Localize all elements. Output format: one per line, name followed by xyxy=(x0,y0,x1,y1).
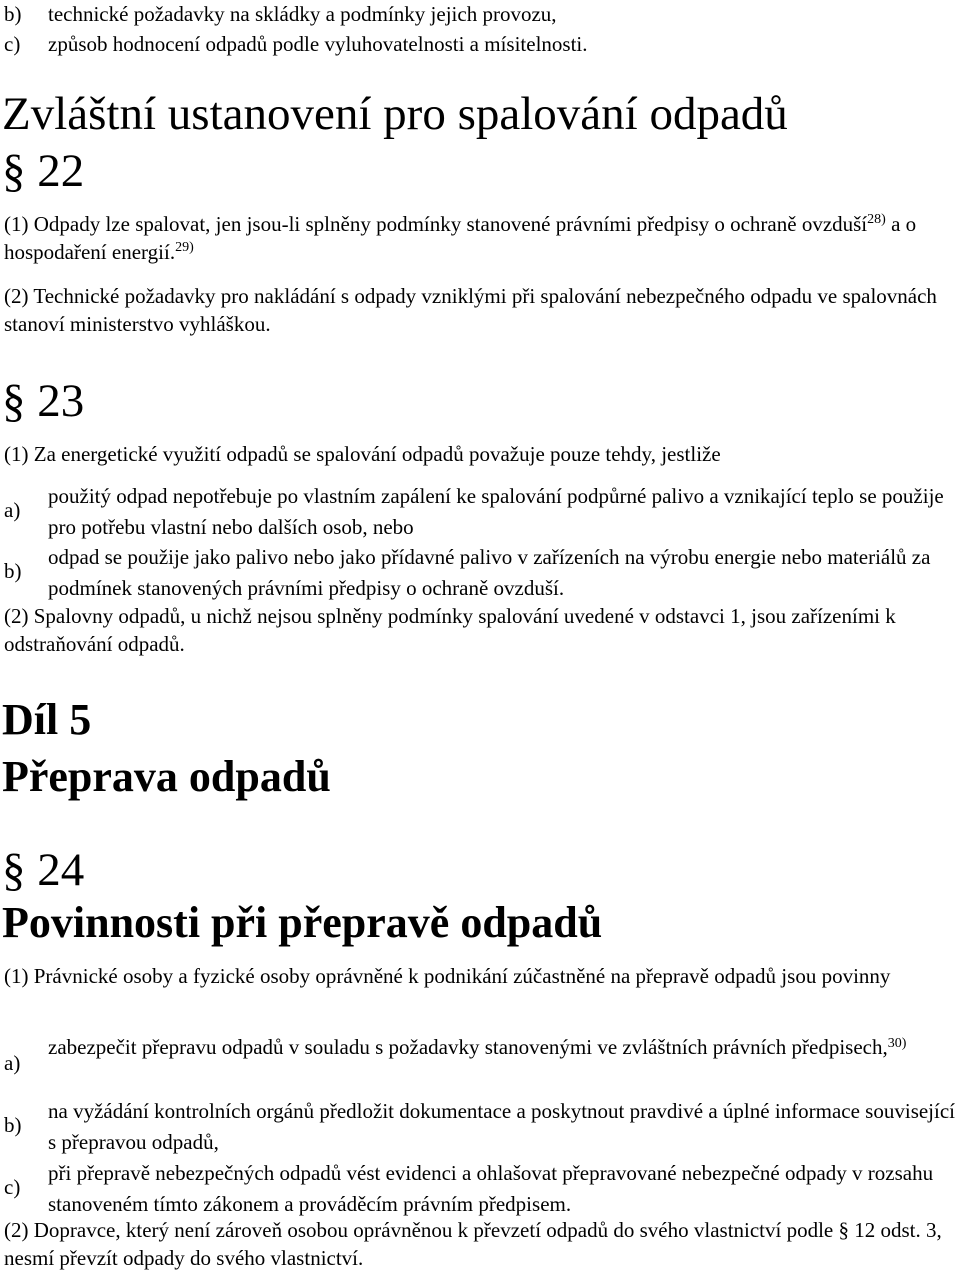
list-item-label: b) xyxy=(4,1113,22,1137)
list-item xyxy=(4,1096,958,1158)
list-item xyxy=(4,0,958,28)
list-item-label: a) xyxy=(4,1051,21,1075)
paragraph-text: (2) Spalovny odpadů, u nichž nejsou splněny podmínky spalování uvedené v odstavci 1, jsou zařízeními k odstraňování odpadů. xyxy=(4,604,896,656)
list-item-text: technické požadavky na skládky a podmínky jejich provozu, xyxy=(48,2,557,26)
paragraph-text: (2) Dopravce, který není zároveň osobou oprávněnou k převzetí odpadů do svého vlastnictví podle § 12 odst. 3, nesmí převzít odpady do svého vlastnictví. xyxy=(4,1218,942,1270)
paragraph-title: § 22 xyxy=(2,145,85,197)
paragraph-text: (1) Za energetické využití odpadů se spalování odpadů považuje pouze tehdy, jestliže xyxy=(4,442,721,466)
footnote-ref: 29) xyxy=(175,240,194,255)
section-heading: Zvláštní ustanovení pro spalování odpadů xyxy=(2,88,788,140)
paragraph-title: § 23 xyxy=(2,375,85,427)
list-item-label: b) xyxy=(4,559,22,583)
list-item-label: b) xyxy=(4,2,22,26)
paragraph-text: (1) Právnické osoby a fyzické osoby oprávněné k podnikání zúčastněné na přepravě odpadů jsou povinny xyxy=(4,964,891,988)
list-item-text xyxy=(48,1032,960,1063)
footnote-ref: 28) xyxy=(867,212,886,227)
paragraph-text: (2) Technické požadavky pro nakládání s odpady vzniklými při spalování nebezpečného odpadu ve spalovnách stanoví ministerstvo vyhláškou. xyxy=(4,284,937,336)
paragraph-heading: Povinnosti při přepravě odpadů xyxy=(2,898,603,947)
list-item xyxy=(4,30,958,58)
part-heading: Přeprava odpadů xyxy=(2,752,331,801)
list-item-text-part: zabezpečit přepravu odpadů v souladu s požadavky stanovenými ve zvláštních právních předpisech, xyxy=(48,1035,888,1059)
list-item xyxy=(4,481,958,543)
list-item-label: c) xyxy=(4,1175,21,1199)
list-item xyxy=(4,1158,958,1220)
list-item-label: a) xyxy=(4,498,21,522)
list-item-text: použitý odpad nepotřebuje po vlastním zapálení ke spalování podpůrné palivo a vznikající teplo se použije pro potřebu vlastní nebo dalších osob, nebo xyxy=(48,484,944,539)
list-item-text: při přepravě nebezpečných odpadů vést evidenci a ohlašovat přepravované nebezpečné odpady v rozsahu stanoveném tímto zákonem a prováděcím právním předpisem. xyxy=(48,1161,934,1216)
list-item-text: způsob hodnocení odpadů podle vyluhovatelnosti a mísitelnosti. xyxy=(48,32,588,56)
footnote-ref: 30) xyxy=(887,1036,907,1051)
part-heading: Díl 5 xyxy=(2,695,92,744)
list-item-text: odpad se použije jako palivo nebo jako přídavné palivo v zařízeních na výrobu energie nebo materiálů za podmínek stanovených právními předpisy o ochraně ovzduší. xyxy=(48,545,931,600)
list-item xyxy=(4,1032,958,1096)
paragraph-title: § 24 xyxy=(2,844,85,896)
paragraph-text xyxy=(4,210,958,266)
list-item-label: c) xyxy=(4,32,21,56)
list-item xyxy=(4,542,958,604)
paragraph-text-part: (1) Odpady lze spalovat, jen jsou-li splněny podmínky stanovené právními předpisy o ochraně ovzduší xyxy=(4,212,868,236)
paragraph-text-part: a o hospodaření energií. xyxy=(4,212,917,264)
list-item-text: na vyžádání kontrolních orgánů předložit dokumentace a poskytnout pravdivé a úplné informace související s přepravou odpadů, xyxy=(48,1099,956,1154)
